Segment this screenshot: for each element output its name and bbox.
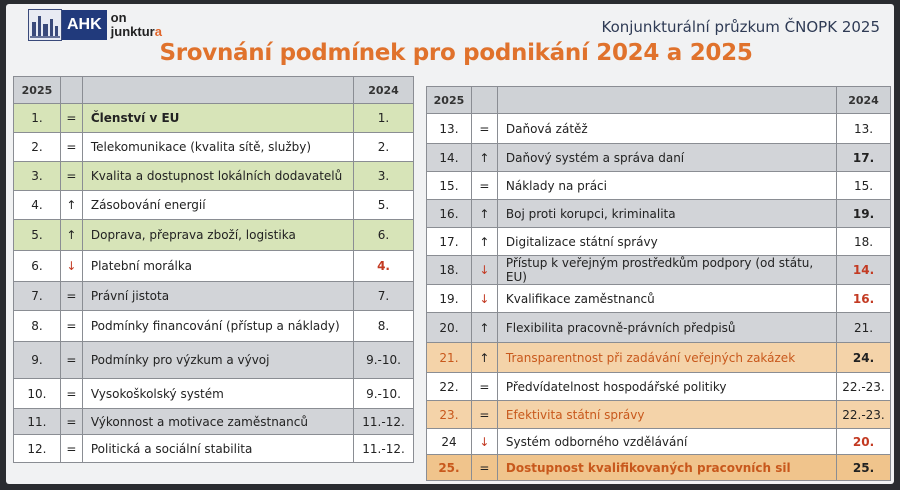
slide — [6, 4, 894, 484]
rank-2025: 13. — [427, 114, 472, 144]
rank-2025: 12. — [14, 435, 61, 463]
table-row — [14, 342, 414, 379]
rank-2024: 15. — [837, 172, 891, 200]
trend-symbol: = — [60, 104, 82, 133]
rank-2025: 22. — [427, 373, 472, 401]
rank-2024: 8. — [354, 311, 414, 342]
rank-2025: 2. — [14, 133, 61, 162]
ahk-logo — [28, 8, 162, 42]
trend-symbol: = — [60, 435, 82, 463]
factor-name: Transparentnost při zadávání veřejných zakázek — [497, 343, 836, 373]
factor-name: Zásobování energií — [82, 191, 353, 220]
table-row — [14, 409, 414, 435]
table-row — [14, 162, 414, 191]
trend-symbol: = — [471, 373, 497, 401]
rank-2025: 9. — [14, 342, 61, 379]
factor-name: Daňový systém a správa daní — [497, 144, 836, 172]
factor-name: Právní jistota — [82, 282, 353, 311]
rank-2024: 1. — [354, 104, 414, 133]
trend-down-icon: ↓ — [471, 285, 497, 313]
rank-2024: 11.-12. — [354, 435, 414, 463]
table-row — [427, 228, 891, 256]
col-2025-header: 2025 — [14, 77, 61, 104]
rank-2025: 16. — [427, 200, 472, 228]
rank-2025: 8. — [14, 311, 61, 342]
factor-name: Dostupnost kvalifikovaných pracovních sil — [497, 455, 836, 481]
table-row — [427, 313, 891, 343]
factor-name: Kvalita a dostupnost lokálních dodavatelů — [82, 162, 353, 191]
rank-2024: 9.-10. — [354, 342, 414, 379]
trend-symbol: = — [60, 342, 82, 379]
rank-2025: 1. — [14, 104, 61, 133]
rank-2024: 14. — [837, 256, 891, 285]
table-row — [14, 435, 414, 463]
rank-2025: 7. — [14, 282, 61, 311]
table-row — [14, 311, 414, 342]
rank-2024: 5. — [354, 191, 414, 220]
logo-sub-line1: on — [110, 10, 127, 25]
rank-2025: 10. — [14, 379, 61, 409]
table-row — [427, 343, 891, 373]
slide-title: Srovnání podmínek pro podnikání 2024 a 2025 — [159, 40, 753, 66]
rank-2025: 20. — [427, 313, 472, 343]
trend-up-icon: ↑ — [471, 343, 497, 373]
col-2025-header: 2025 — [427, 87, 472, 114]
factor-name: Náklady na práci — [497, 172, 836, 200]
trend-down-icon: ↓ — [60, 251, 82, 282]
factor-name: Telekomunikace (kvalita sítě, služby) — [82, 133, 353, 162]
factor-name: Přístup k veřejným prostředkům podpory (od státu, EU) — [497, 256, 836, 285]
rank-2025: 25. — [427, 455, 472, 481]
rank-2025: 24 — [427, 429, 472, 455]
trend-symbol: = — [60, 409, 82, 435]
rank-2025: 11. — [14, 409, 61, 435]
trend-up-icon: ↑ — [60, 191, 82, 220]
rank-2024: 16. — [837, 285, 891, 313]
survey-label: Konjunkturální průzkum ČNOPK 2025 — [601, 18, 880, 36]
col-symbol-header — [60, 77, 82, 104]
trend-up-icon: ↑ — [471, 144, 497, 172]
col-name-header — [82, 77, 353, 104]
factor-name: Podmínky pro výzkum a vývoj — [82, 342, 353, 379]
trend-up-icon: ↑ — [60, 220, 82, 251]
factor-name: Členství v EU — [82, 104, 353, 133]
rank-2025: 5. — [14, 220, 61, 251]
trend-symbol: = — [60, 282, 82, 311]
table-row — [14, 220, 414, 251]
konjunktura-logo-text — [111, 11, 162, 39]
table-header-row — [14, 77, 414, 104]
col-name-header — [497, 87, 836, 114]
rank-2025: 17. — [427, 228, 472, 256]
factor-name: Flexibilita pracovně-právních předpisů — [497, 313, 836, 343]
slide-header — [6, 4, 894, 76]
rank-2024: 25. — [837, 455, 891, 481]
table-row — [14, 379, 414, 409]
rank-2024: 7. — [354, 282, 414, 311]
rank-2024: 3. — [354, 162, 414, 191]
ranking-table-left — [13, 76, 414, 463]
logo-sub-accent: a — [154, 24, 162, 39]
table-row — [427, 114, 891, 144]
table-row — [427, 172, 891, 200]
col-2024-header: 2024 — [837, 87, 891, 114]
trend-symbol: = — [471, 114, 497, 144]
rank-2024: 22.-23. — [837, 401, 891, 429]
factor-name: Doprava, přeprava zboží, logistika — [82, 220, 353, 251]
rank-2024: 22.-23. — [837, 373, 891, 401]
trend-symbol: = — [471, 455, 497, 481]
factor-name: Boj proti korupci, kriminalita — [497, 200, 836, 228]
rank-2024: 13. — [837, 114, 891, 144]
table-row — [14, 191, 414, 220]
trend-up-icon: ↑ — [471, 313, 497, 343]
factor-name: Efektivita státní správy — [497, 401, 836, 429]
rank-2025: 15. — [427, 172, 472, 200]
trend-symbol: = — [60, 162, 82, 191]
col-symbol-header — [471, 87, 497, 114]
col-2024-header: 2024 — [354, 77, 414, 104]
factor-name: Výkonnost a motivace zaměstnanců — [82, 409, 353, 435]
table-row — [427, 455, 891, 481]
ahk-logo-text: AHK — [62, 10, 107, 40]
rank-2025: 21. — [427, 343, 472, 373]
factor-name: Politická a sociální stabilita — [82, 435, 353, 463]
factor-name: Podmínky financování (přístup a náklady) — [82, 311, 353, 342]
logo-sub-line2: junktur — [110, 24, 155, 39]
trend-up-icon: ↑ — [471, 228, 497, 256]
rank-2024: 24. — [837, 343, 891, 373]
factor-name: Digitalizace státní správy — [497, 228, 836, 256]
rank-2025: 18. — [427, 256, 472, 285]
rank-2024: 11.-12. — [354, 409, 414, 435]
table-row — [427, 373, 891, 401]
rank-2024: 2. — [354, 133, 414, 162]
table-row — [427, 256, 891, 285]
rank-2025: 6. — [14, 251, 61, 282]
rank-2024: 21. — [837, 313, 891, 343]
rank-2024: 9.-10. — [354, 379, 414, 409]
table-row — [14, 104, 414, 133]
rank-2025: 19. — [427, 285, 472, 313]
city-skyline-icon — [28, 9, 62, 41]
rank-2024: 19. — [837, 200, 891, 228]
trend-symbol: = — [60, 133, 82, 162]
factor-name: Platební morálka — [82, 251, 353, 282]
table-row — [427, 429, 891, 455]
factor-name: Předvídatelnost hospodářské politiky — [497, 373, 836, 401]
table-row — [14, 251, 414, 282]
factor-name: Vysokoškolský systém — [82, 379, 353, 409]
table-row — [14, 133, 414, 162]
factor-name: Systém odborného vzdělávání — [497, 429, 836, 455]
table-row — [427, 200, 891, 228]
table-row — [427, 285, 891, 313]
trend-symbol: = — [60, 311, 82, 342]
table-row — [427, 401, 891, 429]
rank-2024: 4. — [354, 251, 414, 282]
trend-symbol: = — [471, 401, 497, 429]
rank-2025: 3. — [14, 162, 61, 191]
ranking-table-right — [426, 86, 891, 481]
table-header-row — [427, 87, 891, 114]
factor-name: Daňová zátěž — [497, 114, 836, 144]
trend-symbol: = — [471, 172, 497, 200]
rank-2025: 4. — [14, 191, 61, 220]
rank-2024: 17. — [837, 144, 891, 172]
rank-2025: 23. — [427, 401, 472, 429]
rank-2024: 20. — [837, 429, 891, 455]
trend-down-icon: ↓ — [471, 429, 497, 455]
rank-2024: 18. — [837, 228, 891, 256]
rank-2025: 14. — [427, 144, 472, 172]
table-row — [427, 144, 891, 172]
trend-up-icon: ↑ — [471, 200, 497, 228]
trend-symbol: = — [60, 379, 82, 409]
table-row — [14, 282, 414, 311]
factor-name: Kvalifikace zaměstnanců — [497, 285, 836, 313]
trend-down-icon: ↓ — [471, 256, 497, 285]
rank-2024: 6. — [354, 220, 414, 251]
